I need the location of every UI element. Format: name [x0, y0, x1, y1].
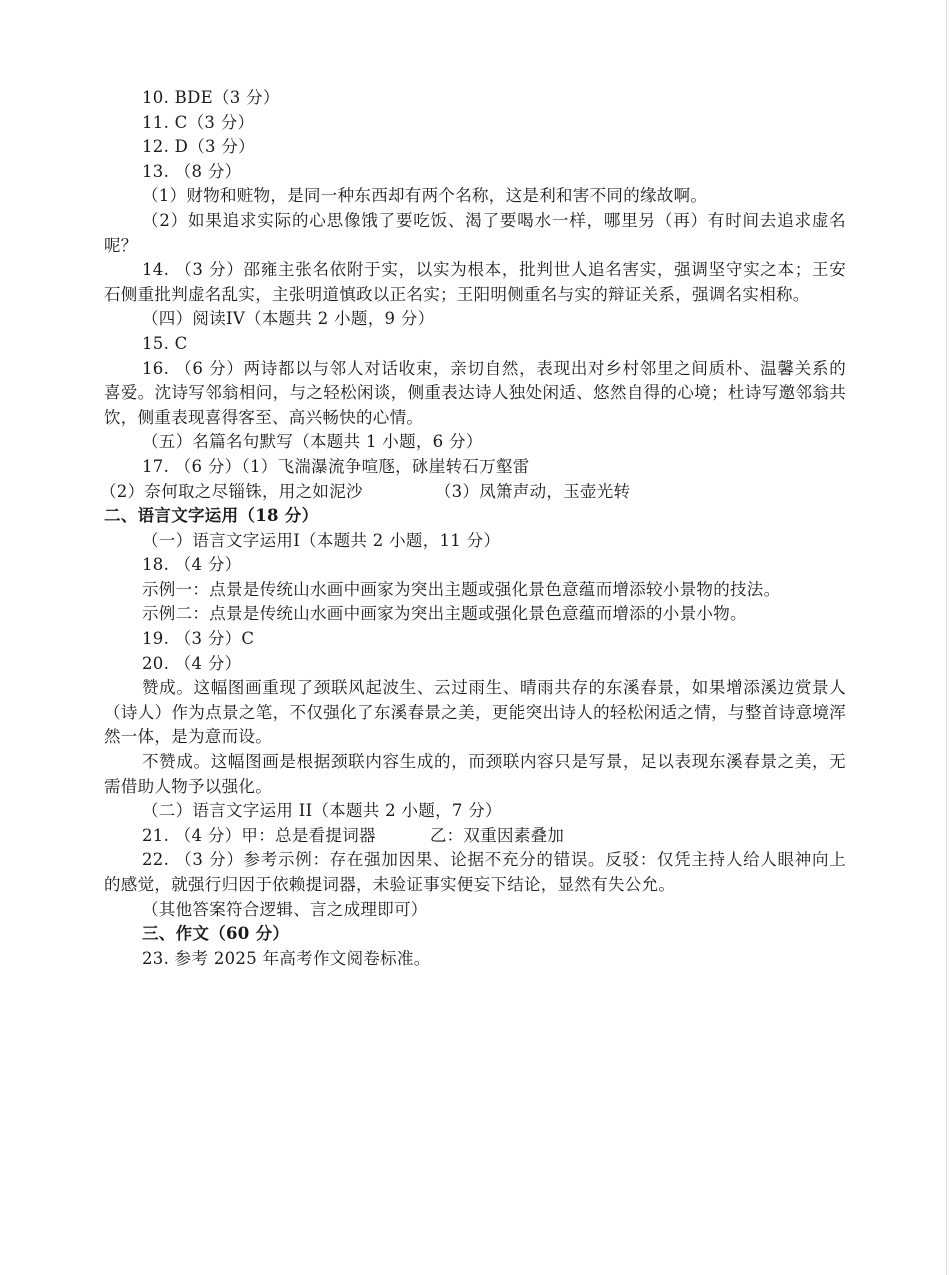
answer-q18-example1: 示例一：点景是传统山水画中画家为突出主题或强化景色意蕴而增添较小景物的技法。 [142, 579, 781, 599]
answer-q10: 10. BDE（3 分） [142, 88, 280, 107]
answer-q22-note: （其他答案符合逻辑、言之成理即可） [142, 899, 428, 919]
section-2-heading: 二、语言文字运用（18 分） [104, 506, 319, 526]
answer-q22: 22. （3 分）参考示例：存在强加因果、论据不充分的错误。反驳：仅凭主持人给人眼神向上的感觉，就强行归因于依赖提词器，未验证事实便妄下结论，显然有失公允。 [104, 850, 846, 894]
page-edge-line [946, 0, 947, 1275]
answer-q17-part2: （2）奈何取之尽锱铢，用之如泥沙 [100, 481, 363, 501]
answer-q13-part1: （1）财物和赃物，是同一种东西却有两个名称，这是利和害不同的缘故啊。 [142, 186, 708, 206]
answer-q11: 11. C（3 分） [142, 112, 255, 132]
answer-q18-example2: 示例二：点景是传统山水画中画家为突出主题或强化景色意蕴而增添的小景小物。 [142, 604, 747, 624]
answer-q17-line1: 17. （6 分）（1）飞湍瀑流争喧豗，砯崖转石万壑雷 [142, 456, 530, 476]
answer-q21-part-a: 21. （4 分）甲：总是看提词器 [142, 825, 376, 845]
answer-q13: 13. （8 分） [142, 161, 242, 181]
section-reading-4: （四）阅读IV（本题共 2 小题，9 分） [142, 309, 435, 329]
answer-q15: 15. C [142, 333, 188, 353]
answer-q21-part-b: 乙：双重因素叠加 [429, 825, 565, 845]
answer-q20-agree: 赞成。这幅图画重现了颈联风起波生、云过雨生、晴雨共存的东溪春景，如果增添溪边赏景人（诗人）作为点景之笔，不仅强化了东溪春景之美，更能突出诗人的轻松闲适之情，与整首诗意境浑然一体，是为意而设。 [104, 678, 846, 747]
answer-q16: 16. （6 分）两诗都以与邻人对话收束，亲切自然，表现出对乡村邻里之间质朴、温馨关系的喜爱。沈诗写邻翁相问，与之轻松闲谈，侧重表达诗人独处闲适、悠然自得的心境；杜诗写邀邻翁共饮，侧重表现喜得客至、高兴畅快的心情。 [104, 358, 846, 427]
answer-q19: 19. （3 分）C [142, 629, 255, 649]
answer-q13-part2: （2）如果追求实际的心思像饿了要吃饭、渴了要喝水一样，哪里另（再）有时间去追求虚名呢？ [104, 210, 846, 255]
answer-q17-part3: （3）凤箫声动，玉壶光转 [434, 481, 631, 501]
answer-q20-disagree: 不赞成。这幅图画是根据颈联内容生成的，而颈联内容只是写景，足以表现东溪春景之美，无需借助人物予以强化。 [104, 752, 846, 796]
answer-q18: 18. （4 分） [142, 555, 242, 575]
answer-q20: 20. （4 分） [142, 653, 242, 673]
answer-q12: 12. D（3 分） [142, 137, 255, 157]
section-language-2: （二）语言文字运用 II（本题共 2 小题，7 分） [142, 801, 502, 821]
section-language-1: （一）语言文字运用I（本题共 2 小题，11 分） [142, 530, 501, 550]
section-3-heading: 三、作文（60 分） [142, 924, 290, 944]
answer-q23: 23. 参考 2025 年高考作文阅卷标准。 [142, 948, 431, 968]
section-dictation-5: （五）名篇名句默写（本题共 1 小题，6 分） [142, 432, 483, 452]
answer-q17-line2 [100, 480, 846, 505]
answer-content [100, 86, 846, 971]
answer-q14: 14. （3 分）邵雍主张名依附于实，以实为根本，批判世人追名害实，强调坚守实之本；王安石侧重批判虚名乱实，主张明道慎政以正名实；王阳明侧重名与实的辩证关系，强调名实相称。 [104, 260, 846, 304]
answer-q21-line [104, 824, 846, 849]
